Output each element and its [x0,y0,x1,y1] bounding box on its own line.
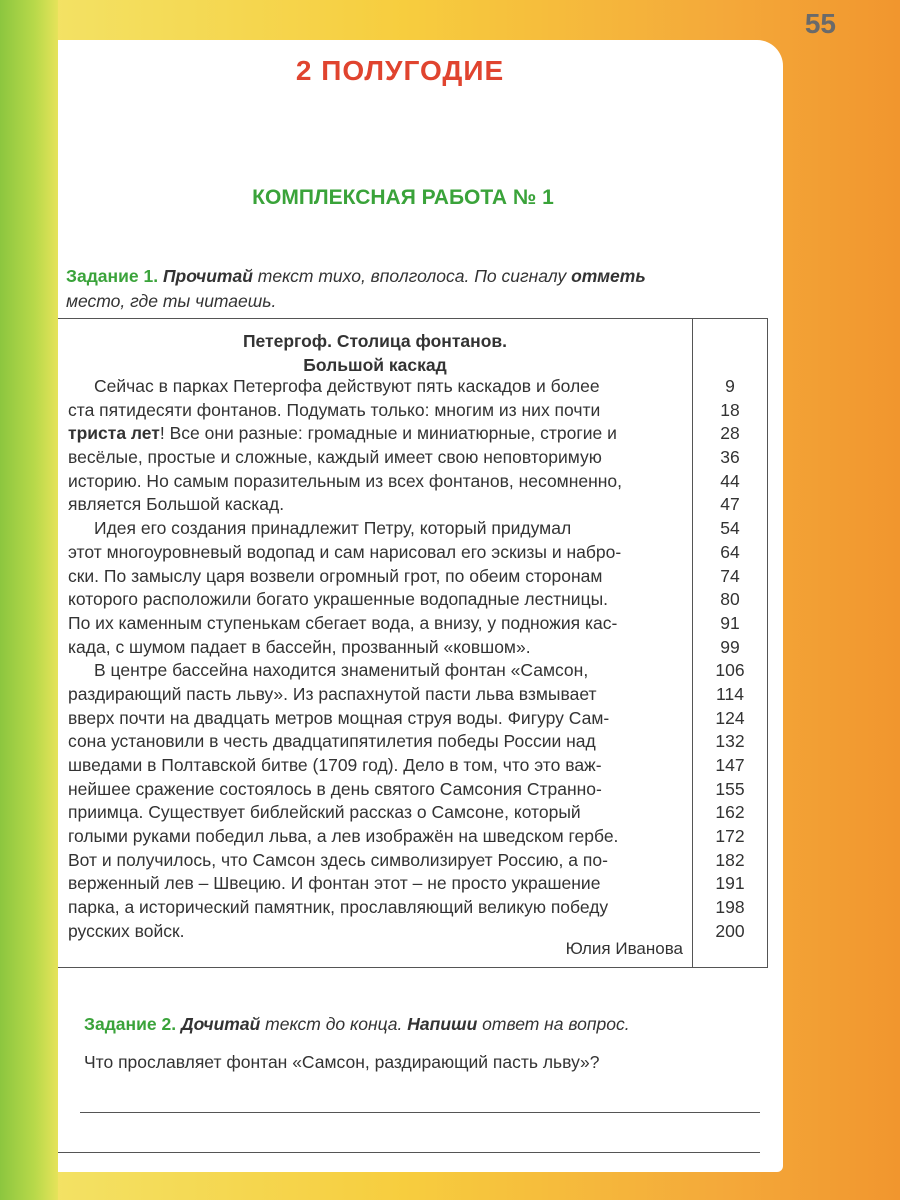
story-line-text: весёлые, простые и сложные, каждый имеет свою неповторимую [68,447,602,468]
story-line-text: В центре бассейна находится знаменитый фонтан «Самсон, [94,660,589,681]
story-line [58,872,692,896]
word-count: 44 [720,470,740,491]
word-count: 155 [715,778,745,799]
story-line [58,849,692,873]
task1-text-part2: место, где ты читаешь. [66,291,277,311]
word-count: 80 [720,589,740,610]
answer-line-1[interactable] [80,1112,760,1113]
word-count: 91 [720,612,740,633]
story-line [58,375,692,399]
task1-text-part1: текст тихо, вполголоса. По сигналу [252,266,572,286]
story-line-text: русских войск. [68,920,185,941]
task1-instruction [66,264,771,314]
story-line-text: По их каменным ступенькам сбегает вода, а внизу, у подножия кас- [68,612,618,633]
word-count: 9 [725,376,735,396]
task1-label: Задание 1. [66,266,159,286]
word-count: 191 [715,873,745,894]
word-count: 106 [715,660,745,681]
word-count: 18 [720,399,740,420]
story-line [58,825,692,849]
word-count: 28 [720,423,740,444]
word-count: 36 [720,447,740,468]
story-line-text: этот многоуровневый водопад и сам нарисовал его эскизы и набро- [68,541,622,562]
story-line [58,565,692,589]
story-line [58,588,692,612]
word-count: 172 [715,826,745,847]
word-count: 114 [716,683,744,704]
reading-text-box [58,318,768,968]
story-title-line1: Петергоф. Столица фонтанов. [242,331,508,351]
story-line-text: ста пятидесяти фонтанов. Подумать только: многим из них почти [68,399,601,420]
story-line [58,399,692,423]
story-line-text: раздирающий пасть льву». Из распахнутой пасти льва взмывает [68,683,597,704]
task2-instruction [84,1014,784,1035]
story-line-text: историю. Но самым поразительным из всех фонтанов, несомненно, [68,470,623,491]
story-line-text: када, с шумом падает в бассейн, прозванный «ковшом». [68,636,531,657]
story-line [58,636,692,660]
word-count: 132 [715,731,745,752]
task1-verb-mark: отметь [571,266,646,286]
task2-text-part2: ответ на вопрос. [477,1014,630,1034]
story-lines [58,375,692,944]
word-count: 124 [715,707,745,728]
story-line-text: ! Все они разные: громадные и миниатюрные, строгие и [159,423,617,444]
story-line-text: является Большой каскад. [68,494,285,515]
story-line-text: Вот и получилось, что Самсон здесь символизирует Россию, а по- [68,849,608,870]
task2-text-part1: текст до конца. [260,1014,408,1034]
story-line-text: которого расположили богато украшенные водопадные лестницы. [68,589,609,610]
green-page-edge [0,0,58,1200]
story-line [58,801,692,825]
answer-line-2[interactable] [58,1152,760,1153]
story-line-text: приимца. Существует библейский рассказ о Самсоне, который [68,802,581,823]
task2-verb-finish: Дочитай [180,1014,261,1034]
story-line [58,612,692,636]
story-author: Юлия Иванова [565,939,683,958]
word-count-divider [692,319,693,967]
story-line [58,541,692,565]
story-line [58,683,692,707]
story-line [58,730,692,754]
story-line-text: ски. По замыслу царя возвели огромный грот, по обеим сторонам [68,565,603,586]
page-number: 55 [804,8,836,39]
story-line [58,422,692,446]
story-title [58,329,692,377]
story-line-text: голыми руками победил льва, а лев изображён на шведском гербе. [68,826,619,847]
word-count: 74 [720,565,740,586]
story-line [58,517,692,541]
story-line [58,446,692,470]
story-line [58,470,692,494]
story-line-text: вверх почти на двадцать метров мощная струя воды. Фигуру Сам- [68,707,610,728]
task2-question: Что прославляет фонтан «Самсон, раздирающий пасть льву»? [84,1052,600,1072]
task2-verb-write: Напиши [407,1014,478,1034]
story-line-bold: триста лет [68,423,160,444]
section-title: 2 ПОЛУГОДИЕ [295,55,505,86]
task2-label: Задание 2. [84,1014,177,1034]
word-count: 147 [715,755,745,775]
work-title: КОМПЛЕКСНАЯ РАБОТА № 1 [252,186,554,209]
word-count: 47 [720,494,740,515]
word-count: 198 [715,897,745,918]
story-line-text: Сейчас в парках Петергофа действуют пять каскадов и более [94,376,600,396]
story-line-text: парка, а исторический памятник, прославляющий великую победу [68,897,609,918]
story-title-line2: Большой каскад [303,355,447,375]
story-line [58,896,692,920]
word-count: 200 [715,920,745,941]
story-line-text: Идея его создания принадлежит Петру, который придумал [94,518,572,539]
word-count: 182 [715,849,745,870]
story-line [58,707,692,731]
story-line-text: шведами в Полтавской битве (1709 год). Дело в том, что это важ- [68,755,602,775]
task1-verb-read: Прочитай [162,266,253,286]
story-line [58,493,692,517]
story-line-text: верженный лев – Швецию. И фонтан этот – не просто украшение [68,873,601,894]
story-line [58,659,692,683]
story-line [58,754,692,778]
word-count: 99 [720,636,740,657]
word-counts-column [694,375,766,944]
word-count: 54 [720,518,740,539]
word-count: 162 [715,802,745,823]
story-line [58,778,692,802]
story-line-text: нейшее сражение состоялось в день святого Самсония Странно- [68,778,602,799]
story-line-text: сона установили в честь двадцатипятилетия победы России над [68,731,596,752]
word-count: 64 [720,541,740,562]
